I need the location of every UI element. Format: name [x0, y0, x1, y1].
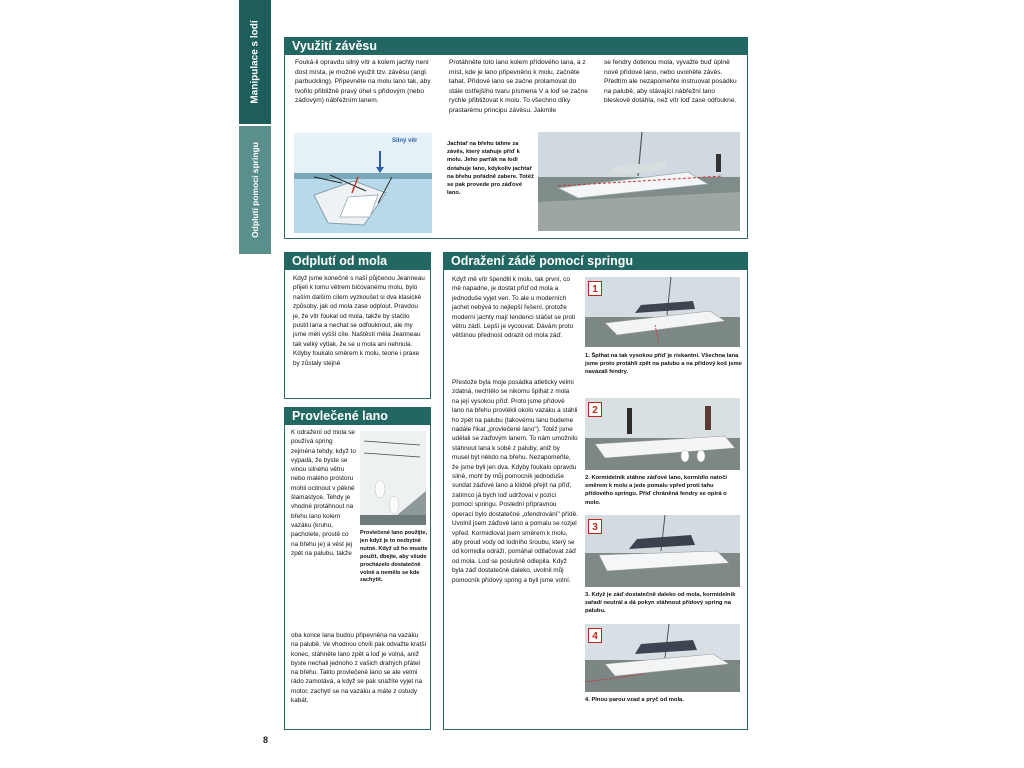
step-1-photo [585, 277, 740, 347]
step-3-caption: 3. Když je záď dostatečně daleko od mola, kormidelník zařadí neutrál a dá pokyn stáhnout přídový spring na palubu. [585, 592, 736, 615]
step-4-number: 4 [588, 628, 602, 643]
vyuziti-col1: Fouká-li opravdu silný vítr a kolem jachty není dost místa, je možné využít tzv. závěsu (angl. parbuckling). Připevněte na molu lano tak, aby tvořilo přibližně pravý úhel s přídovým (nebo záďovým) nábřežním lanem. [295, 59, 431, 104]
vyuziti-caption: Jachtař na břehu táhne za závěs, který stahuje příď k molu. Jeho parťák na lodi dotahuje lano, kdykoliv jachtař na břehu pořádně zabere. Totéž se pak provede pro záďové lano. [447, 141, 534, 197]
page-number: 8 [263, 735, 269, 745]
vyuziti-col3: se fendry dotknou mola, vyvažte buď úplně nové přídové lano, nebo uvolněte závěs. Předtím ale nezapomeňte instruovat posádku na palubě, aby stávající nábřežní lano bleskově dotáhla, než vítr loď zase odfoukne. [604, 59, 737, 104]
step-2-number: 2 [588, 402, 602, 417]
step-4-photo [585, 624, 740, 692]
provlecene-narrow-text: K odražení od mola se používá spring zejména tehdy, když to vypadá, že byste se vinou silného větru nebo malého prostoru mohli ocitnout v pěkné šlamastyce. Tehdy je vhodné protáhnout na břehu lano kolem vazáku (kruhu, pacholete, prostě co na břehu je) a vést jej zpět na palubu, takže [291, 429, 356, 557]
step-2-photo [585, 398, 740, 470]
side-tab-odpluti [239, 126, 271, 254]
provlecene-caption: Provlečené lano použijte, jen když je to nezbytně nutné. Když už ho musíte použít, dbejte, aby všude procházelo dostatečně volně a nemělo se kde zachytit. [360, 530, 428, 584]
section-odrazeni-title: Odražení zádě pomocí springu [443, 252, 748, 270]
step-1-number: 1 [588, 281, 602, 296]
step-2-caption: 2. Kormidelník stáhne záďové lano, kormidlo natočí směrem k molu a jede pomalu vpřed proti tahu přídového springu. Příď chráněná fendry se opírá o molo. [585, 475, 728, 506]
vyuziti-col2: Protáhněte toto lano kolem přídového lana, a z míst, kde je lano připevněno k molu, začněte tahat. Přídové lano se začne prolamovat do stále ostřejšího tvaru písmena V a loď se začne rychle přibližovat k molu. To všechno díky prastarému principu závěsu. Jakmile [449, 59, 588, 114]
odpluti-body: Když jsme konečně s naší půjčenou Jeanneau přijeli k tomu větrem bičovanému molu, bylo naším dalším cílem vyzkoušet si dva klasické způsoby, jak od mola zase odplout. Pravdou je, že vítr foukal od mola, takže by stačilo pustit lana a nechat se odfouknout, ale my jsme měli vyšší cíle. Naštěstí měla Jeanneau tak velký výtlak, že se u mola ani nehnula. Kdyby foukalo směrem k molu, teorie i praxe by zůstaly stejné [293, 275, 425, 367]
provlecene-wide-text: oba konce lana budou připevněna na vazáku na palubě. Ve vhodnou chvíli pak odvažte kratší konec, stáhněte lano zpět a loď je volná, aniž byste nechali jednoho z vašich drahých přátel na břehu. Takto provlečené lano se ale velmi rádo zamotává, a když se pak snažíte vyjet na motor, zachytí se na vazáku a máte z ostudy kabát. [291, 632, 427, 705]
side-tab-upper-label: Manipulace s lodí [249, 20, 261, 104]
step-3-number: 3 [588, 519, 602, 534]
diagram-wind-label: Silný vítr [392, 138, 418, 144]
side-tab-lower-label: Odplutí pomocí springu [250, 142, 260, 238]
step-4-caption: 4. Plnou parou vzad a pryč od mola. [585, 697, 684, 703]
parbuckling-photo [538, 132, 740, 231]
step-3-photo [585, 515, 740, 587]
side-tab-manipulace [239, 0, 271, 124]
odrazeni-para2: Přestože byla moje posádka atleticky velmi zdatná, nechtělo se nikomu šplhat z mola na její vysokou příď. Proto jsme přídové lano na břehu provlékli okolo vazáku a stáhli ho zpět na palubu (takovému lanu budeme nadále říkat „provlečené lano"). Totéž jsme udělali se záďovým lanem. To nám umožnilo stáhnout lana k sobě z paluby, aniž by musel být někdo na břehu. Nezapomeňte, že jsme byli jen dva. Kdyby foukalo opravdu silně, mohl by můj pomocník jednoduše sundat záďové lano a klidně přejít na příď, zatímco já bych loď udržoval v pozici pomocí springu. Poslední přípravnou operací bylo dostatečné „ofendrování" přídě. Uvolnil jsem záďové lano a pomalu se rozjel vpřed. Kormidloval jsem směrem k molu, aby proud vody od lodního šroubu, který se od kormidla odráží, pomáhal odtlačovat záď od mola. Loď se poslušně odlepila. Když byla záď dostatečně daleko, uvolnil můj pomocník přídový spring a byli jsme volní. [452, 379, 578, 584]
provlecene-photo [360, 431, 426, 525]
odrazeni-para1: Když mě vítr špendlil k molu, tak první, co mě napadne, je dostat příď od mola a jednoduše vyjet ven. To ale u moderních jachet nebývá to nejlepší řešení, protože moderní jachty mají tendenci stáčet se proti větru zádí. Lepší je vycouvat. Dávám proto většinou přednost odrazit od mola záď. [452, 276, 576, 340]
parbuckling-diagram [294, 133, 432, 233]
step-1-caption: 1. Šplhat na tak vysokou příď je riskantní. Všechna lana jsme proto protáhli zpět na palubu a na přídový koš jsme navázali fendry. [585, 353, 742, 376]
section-provlecene-title: Provlečené lano [284, 407, 431, 425]
parbuckling-diagram-svg [294, 133, 432, 233]
section-odpluti-title: Odplutí od mola [284, 252, 431, 270]
section-vyuziti-title: Využití závěsu [284, 37, 748, 55]
